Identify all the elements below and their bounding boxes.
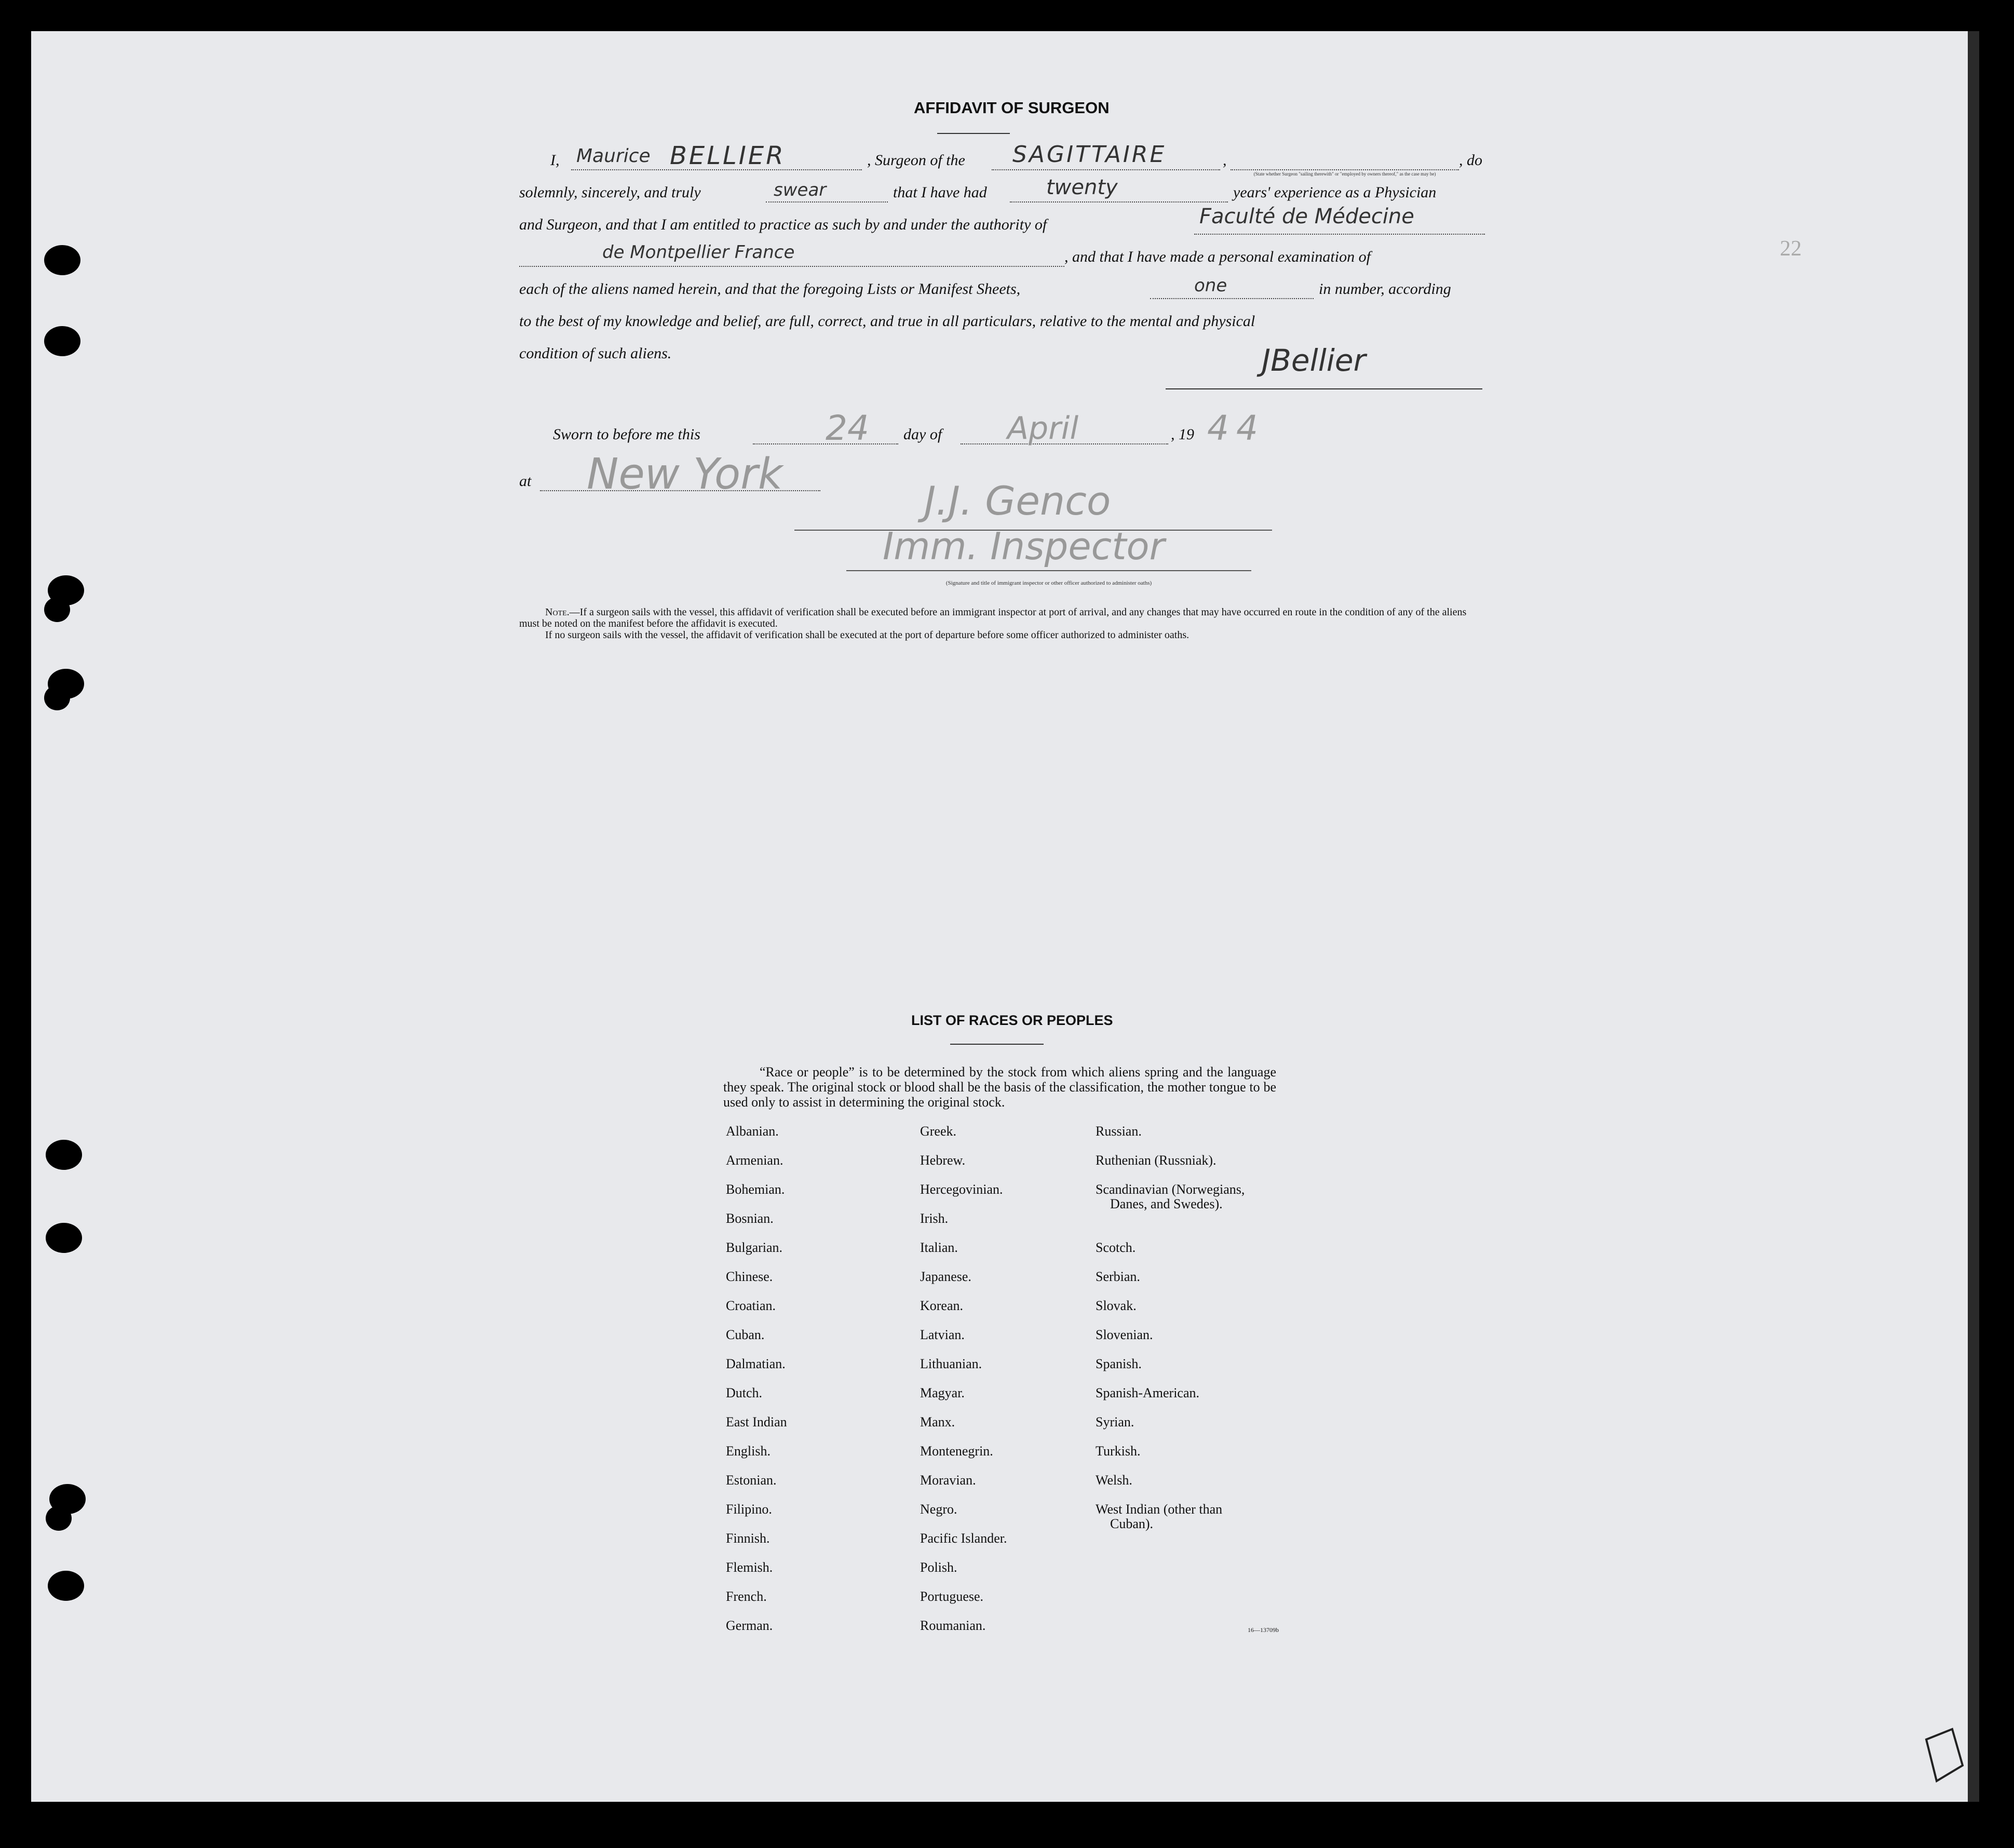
hw-officer-signature: J.J. Genco [924,478,1111,524]
race-item: Croatian. [726,1298,776,1313]
race-item: Serbian. [1096,1269,1140,1284]
hw-officer-title: Imm. Inspector [883,524,1165,568]
hw-authority: Faculté de Médecine [1199,205,1414,228]
signature-caption: (Signature and title of immigrant inspector or other officer authorized to administer oaths) [945,580,1152,586]
affidavit-line-1: I, Maurice BELLIER , Surgeon of the SAGITTAIRE , (State whether Surgeon "sailing therewith" or "employed by owners thereof," as the case may be) , do [550,141,1482,177]
race-item: Greek. [920,1124,957,1139]
affidavit-line-2: solemnly, sincerely, and truly swear that I have had twenty years' experience as a Physician [519,178,1486,209]
race-item: Irish. [920,1211,949,1226]
race-item: Bosnian. [726,1211,774,1226]
race-item: Armenian. [726,1153,783,1168]
races-title-rule [950,1044,1044,1045]
affidavit-line-6: to the best of my knowledge and belief, are full, correct, and true in all particulars, relative to the mental and physical [519,313,1255,330]
races-column-3 [1096,1124,1288,1560]
page-number: 22 [1780,237,1802,261]
hw-month: April [1007,410,1079,447]
races-column-2 [920,1124,1007,1648]
races-title: LIST OF RACES OR PEOPLES [911,1013,1113,1028]
race-item: Korean. [920,1298,964,1313]
race-item: Scandinavian (Norwegians, Danes, and Swedes). [1096,1182,1245,1211]
at-line: at New York [519,466,1486,497]
surgeon-status-note: (State whether Surgeon "sailing therewith" or "employed by owners thereof," as the case may be) [1253,171,1436,177]
race-item: English. [726,1444,771,1459]
race-item: German. [726,1618,773,1633]
note-label: Note. [545,606,570,618]
hw-year: 44 [1207,408,1265,448]
race-item: Spanish-American. [1096,1385,1200,1400]
race-item: Albanian. [726,1124,779,1139]
race-item: Hebrew. [920,1153,966,1168]
race-item: Scotch. [1096,1240,1136,1255]
race-item: Bulgarian. [726,1240,783,1255]
sworn-line: Sworn to before me this 24 day of April , 19 44 [553,408,1265,448]
race-item: Filipino. [726,1502,772,1517]
officer-title-line [846,570,1251,571]
race-item: Japanese. [920,1269,971,1284]
race-item: Manx. [920,1414,955,1429]
race-item: Cuban. [726,1327,765,1342]
form-number: 16—13709b [1248,1626,1279,1634]
races-column-1 [726,1124,787,1648]
race-item: Magyar. [920,1385,965,1400]
hw-surgeon-signature: JBellier [1262,343,1366,378]
race-item: Polish. [920,1560,957,1575]
race-item: Latvian. [920,1327,965,1342]
punch-hole [46,1223,82,1253]
races-intro: “Race or people” is to be determined by the stock from which aliens spring and the language they speak. The original stock or blood shall be the basis of the classification, the mother tongue to be used only to assist in determining the original stock. [723,1064,1276,1110]
race-item: Turkish. [1096,1444,1141,1459]
race-item: Italian. [920,1240,958,1255]
race-item: Welsh. [1096,1473,1132,1488]
race-item: West Indian (other than Cuban). [1096,1502,1223,1531]
race-item: Bohemian. [726,1182,785,1197]
punch-hole [44,685,70,710]
note-paragraph-1: —If a surgeon sails with the vessel, this affidavit of verification shall be executed before an immigrant inspector at port of arrival, and any changes that may have occurred en route in the condition of any of the aliens must be noted on the manifest before the affidavit is executed. [519,606,1467,629]
affidavit-title: AFFIDAVIT OF SURGEON [914,99,1110,117]
punch-hole [44,245,80,275]
hw-day: 24 [826,408,869,448]
race-item: Estonian. [726,1473,777,1488]
race-item: Flemish. [726,1560,773,1575]
punch-hole [46,1140,82,1170]
hw-first-name: Maurice [576,145,651,167]
surgeon-signature-line [1166,388,1482,389]
corner-fold-mark [1921,1708,1968,1807]
affidavit-line-4: de Montpellier France , and that I have made a personal examination of [519,242,1486,273]
race-item: Russian. [1096,1124,1142,1139]
affidavit-line-5: each of the aliens named herein, and that the foregoing Lists or Manifest Sheets, one in number, according [519,274,1486,305]
affidavit-line-3: and Surgeon, and that I am entitled to practice as such by and under the authority of Faculté de Médecine [519,210,1486,241]
punch-hole [46,1506,72,1531]
race-item: Chinese. [726,1269,773,1284]
race-item: Syrian. [1096,1414,1134,1429]
hw-declare: swear [774,180,827,200]
punch-hole [44,597,70,622]
affidavit-line-7: condition of such aliens. [519,345,672,362]
race-item: Dalmatian. [726,1356,786,1371]
race-item: Portuguese. [920,1589,984,1604]
race-item: French. [726,1589,767,1604]
race-item: Spanish. [1096,1356,1142,1371]
affidavit-note [519,606,1486,641]
page-fold-edge [1968,31,1979,1802]
race-item: Hercegovinian. [920,1182,1003,1197]
hw-years: twenty [1046,176,1118,199]
hw-ship-name: SAGITTAIRE [1012,141,1167,168]
race-item: Lithuanian. [920,1356,982,1371]
race-item: Roumanian. [920,1618,986,1633]
race-item: Dutch. [726,1385,763,1400]
note-paragraph-2: If no surgeon sails with the vessel, the affidavit of verification shall be executed at the port of departure before some officer authorized to administer oaths. [545,629,1190,641]
race-item: Montenegrin. [920,1444,993,1459]
race-item: Negro. [920,1502,957,1517]
race-item: Finnish. [726,1531,770,1546]
race-item: Moravian. [920,1473,976,1488]
race-item: Slovak. [1096,1298,1137,1313]
punch-hole [44,326,80,356]
hw-place: New York [587,450,783,499]
punch-hole [48,1571,84,1601]
race-item: East Indian [726,1414,787,1429]
hw-sheets: one [1194,275,1227,296]
hw-authority-place: de Montpellier France [602,242,795,263]
race-item: Slovenian. [1096,1327,1153,1342]
title-rule [937,133,1010,134]
race-item: Ruthenian (Russniak). [1096,1153,1216,1168]
hw-surname: BELLIER [670,141,786,170]
race-item: Pacific Islander. [920,1531,1007,1546]
